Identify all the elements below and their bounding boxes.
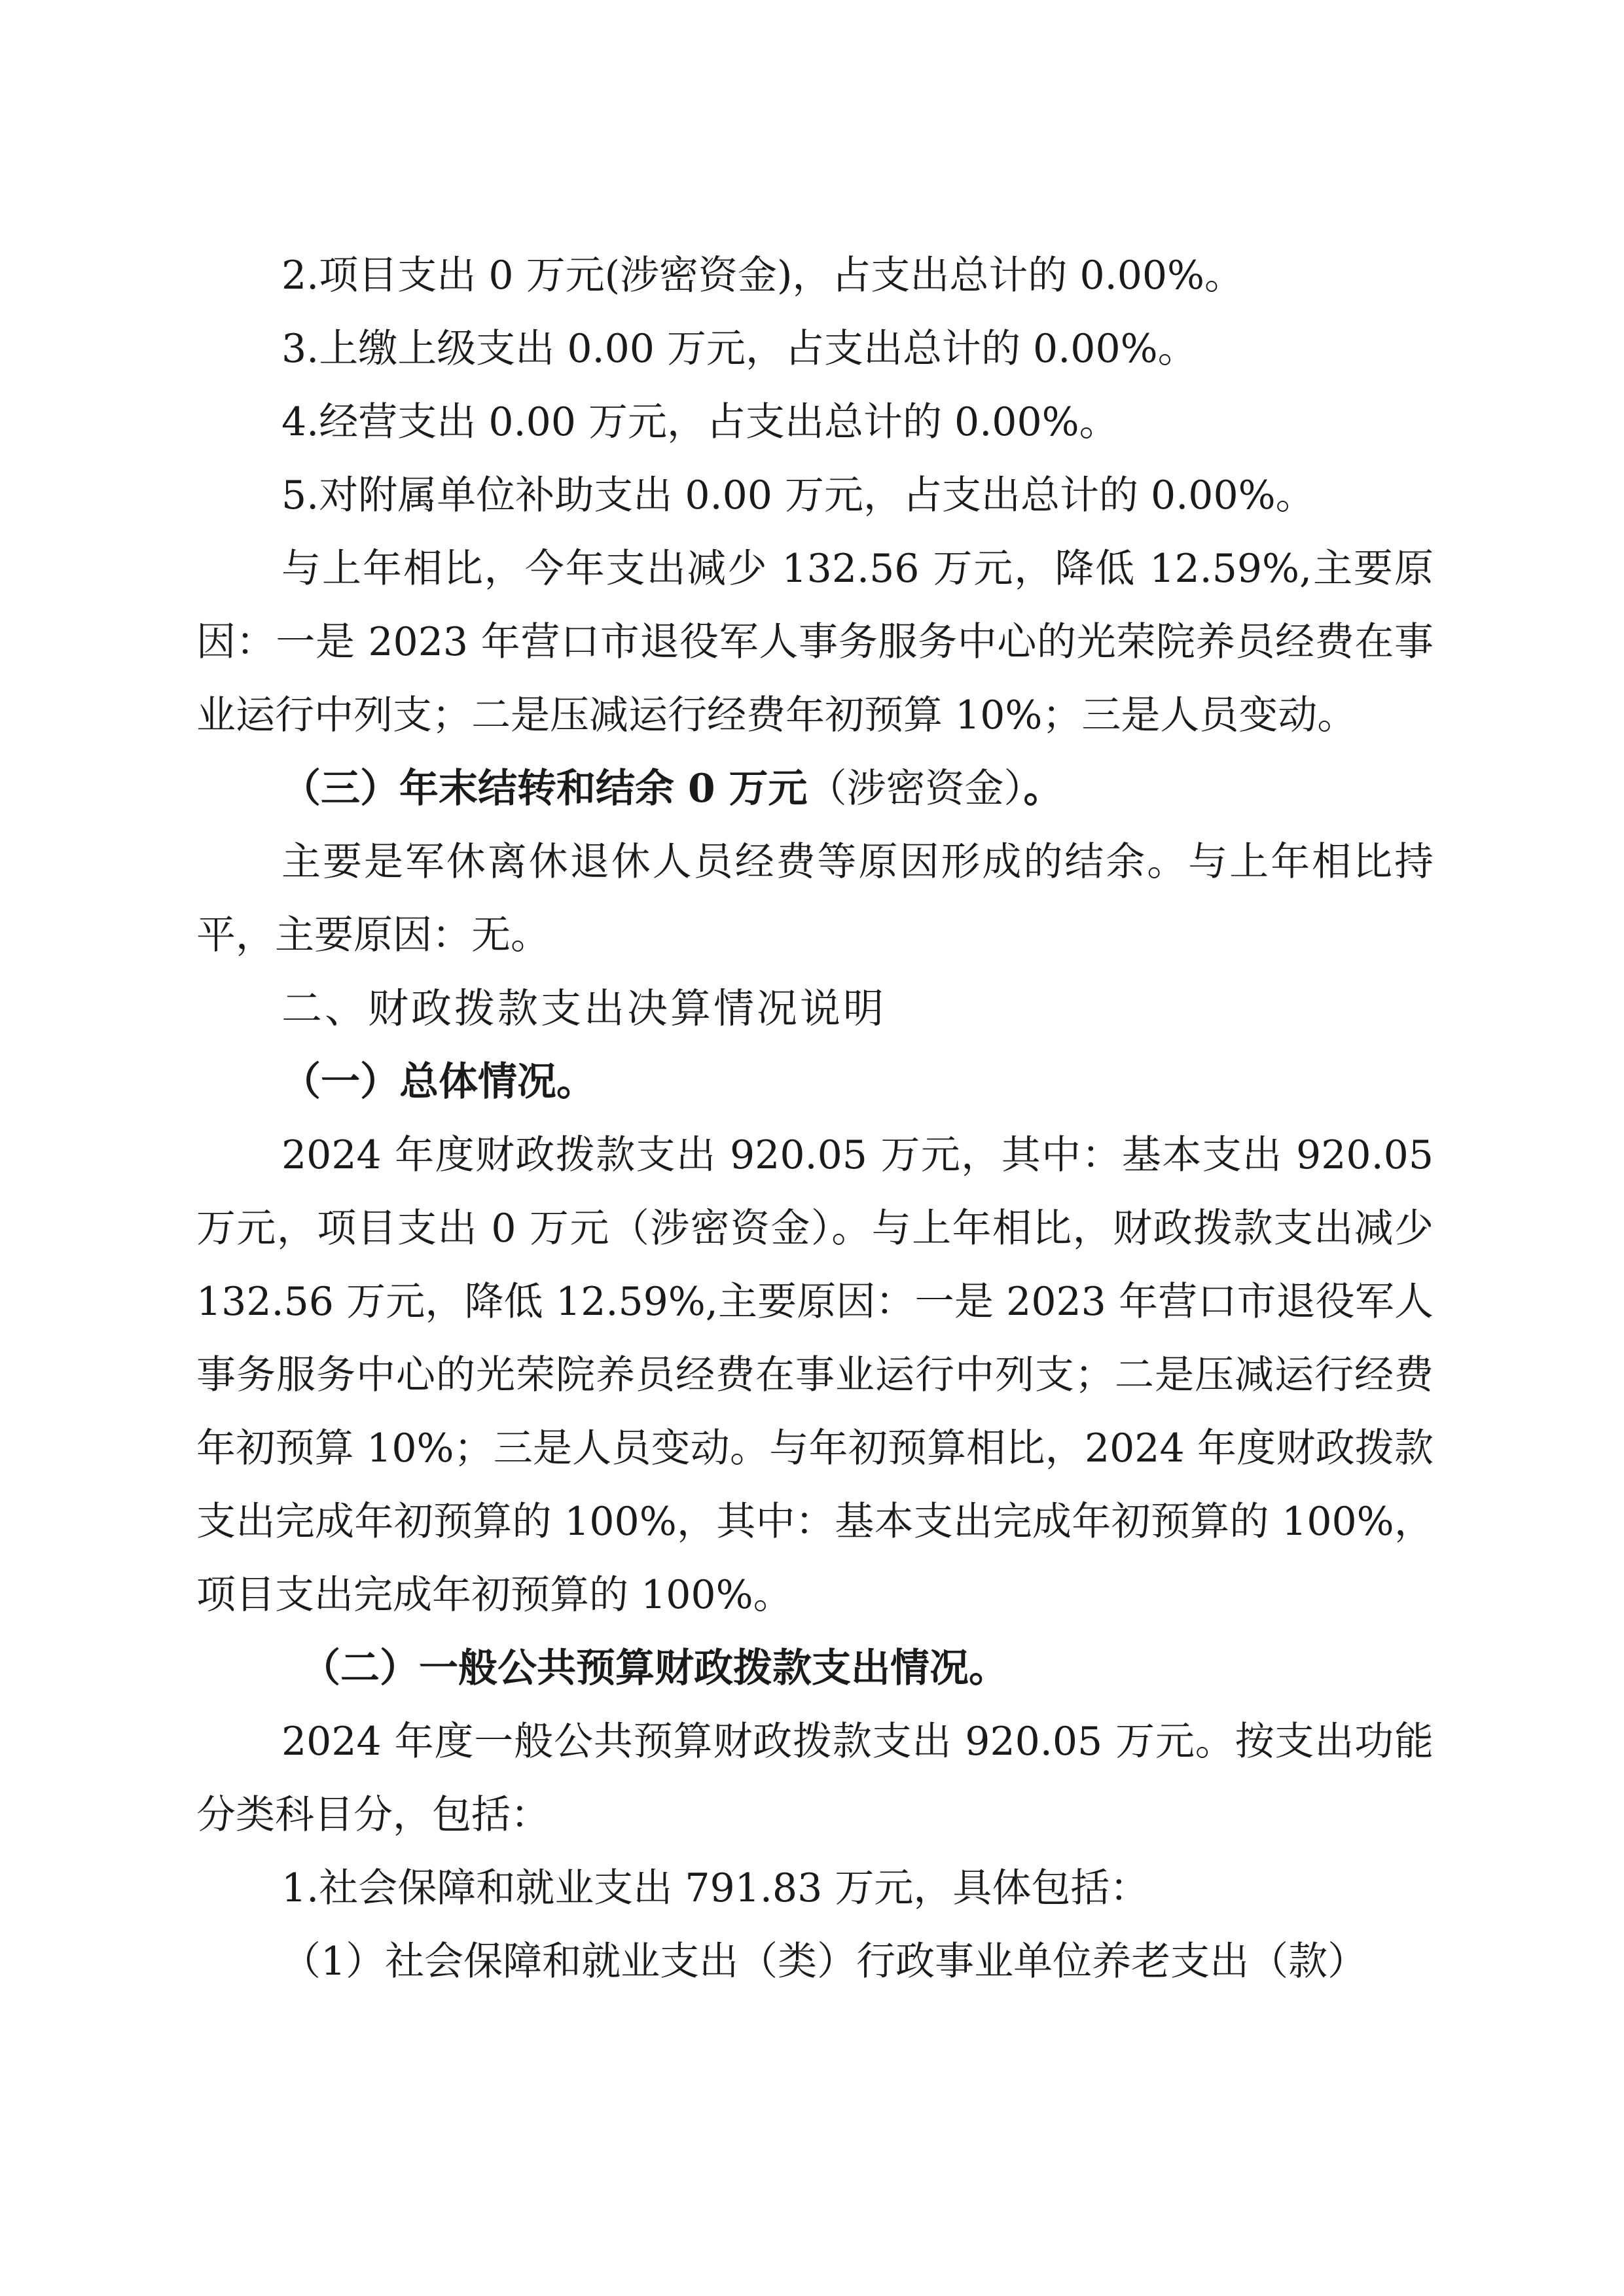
heading-normal-part: （涉密资金） xyxy=(807,766,1024,812)
paragraph-higher-level-payment: 3.上缴上级支出 0.00 万元，占支出总计的 0.00%。 xyxy=(281,326,1197,372)
heading-tail: 。 xyxy=(1023,766,1063,812)
paragraph-year-comparison: 与上年相比，今年支出减少 132.56 万元，降低 12.59%,主要原因：一是 2023 年营口市退役军人事务服务中心的光荣院养员经费在事业运行中列支；二是压减运行经费年初预算 10%；三是人员变动。 xyxy=(196,546,1434,738)
paragraph-carryover-reason: 主要是军休离休退休人员经费等原因形成的结余。与上年相比持平，主要原因：无。 xyxy=(196,839,1434,958)
paragraph-social-security-item-1: （1）社会保障和就业支出（类）行政事业单位养老支出（款） xyxy=(281,1939,1367,1984)
heading-general-public-budget xyxy=(196,1632,1434,1705)
heading-overall-situation xyxy=(196,1045,1434,1119)
paragraph-general-public-budget-total: 2024 年度一般公共预算财政拨款支出 920.05 万元。按支出功能分类科目分，包括： xyxy=(196,1719,1434,1838)
heading-year-end-carryover xyxy=(196,752,1434,825)
document-body xyxy=(196,239,1434,1998)
paragraph-operating-expense: 4.经营支出 0.00 万元，占支出总计的 0.00%。 xyxy=(281,399,1119,445)
heading-bold-part: （二）一般公共预算财政拨款支出情况。 xyxy=(301,1645,1008,1691)
paragraph-project-expense: 2.项目支出 0 万元(涉密资金)，占支出总计的 0.00%。 xyxy=(281,253,1244,298)
paragraph-overall-fiscal-expenditure: 2024 年度财政拨款支出 920.05 万元，其中：基本支出 920.05 万元，项目支出 0 万元（涉密资金）。与上年相比，财政拨款支出减少 132.56 万元，降低 12.59%,主要原因：一是 2023 年营口市退役军人事务服务中心的光荣院养员经费在事业运行中列支；二是压减运行经费年初预算 10%；三是人员变动。与年初预算相比，2024 年度财政拨款支出完成年初预算的 100%，其中：基本支出完成年初预算的 100%，项目支出完成年初预算的 100%。 xyxy=(196,1132,1434,1618)
heading-bold-part: （三）年末结转和结余 0 万元 xyxy=(281,766,808,812)
paragraph-social-security-total: 1.社会保障和就业支出 791.83 万元，具体包括： xyxy=(281,1865,1149,1911)
section-heading-fiscal-expenditure: 二、财政拨款支出决算情况说明 xyxy=(281,984,887,1032)
heading-bold-part: （一）总体情况。 xyxy=(281,1059,596,1105)
paragraph-subsidiary-subsidy: 5.对附属单位补助支出 0.00 万元，占支出总计的 0.00%。 xyxy=(281,473,1315,518)
